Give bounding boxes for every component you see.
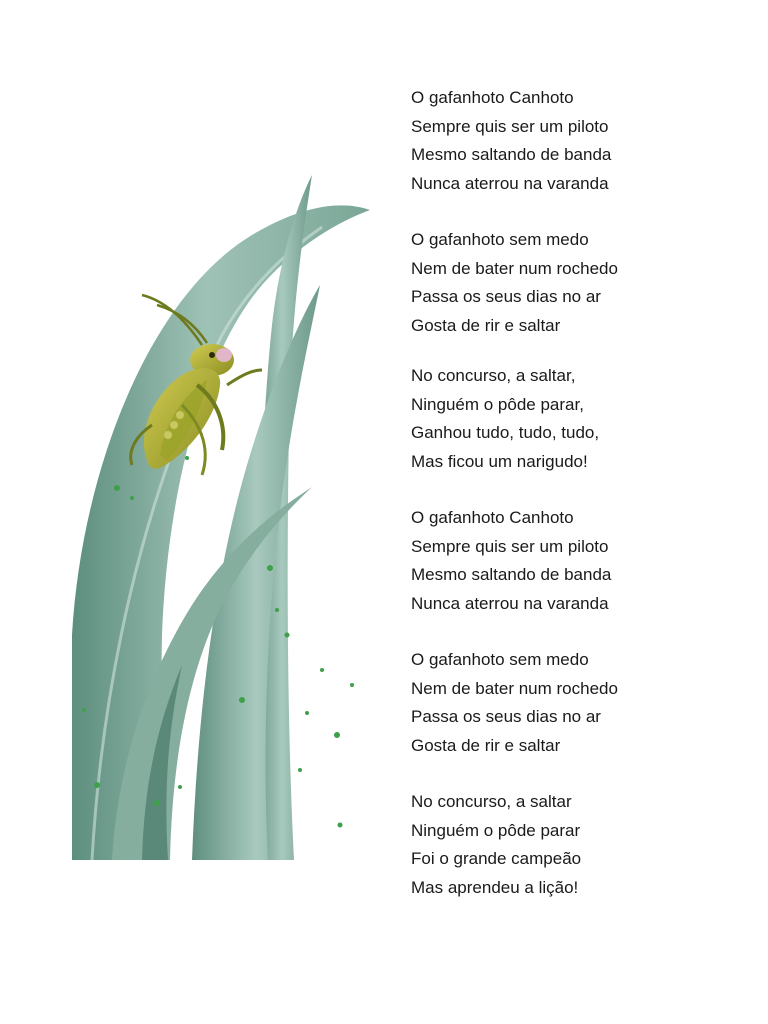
poem-line: O gafanhoto Canhoto xyxy=(411,508,574,527)
poem-line: Nunca aterrou na varanda xyxy=(411,173,609,193)
poem-line: O gafanhoto Canhoto xyxy=(411,88,574,107)
poem-line: O gafanhoto sem medo xyxy=(411,650,589,669)
poem-line: Sempre quis ser um piloto xyxy=(411,536,609,556)
grasshopper-illustration xyxy=(72,165,372,860)
poem-line: Gosta de rir e saltar xyxy=(411,315,561,335)
stanza-4 xyxy=(411,504,751,618)
poem-line: Mas aprendeu a lição! xyxy=(411,877,579,897)
poem-line: Ninguém o pôde parar xyxy=(411,820,581,840)
poem-line: O gafanhoto sem medo xyxy=(411,230,589,249)
poem-line: Passa os seus dias no ar xyxy=(411,287,601,306)
poem-line: Mesmo saltando de banda xyxy=(411,145,612,164)
poem-line: Sempre quis ser um piloto xyxy=(411,116,609,136)
poem-line: Mas ficou um narigudo! xyxy=(411,451,588,471)
poem-line: No concurso, a saltar, xyxy=(411,366,576,385)
poem-line: Ganhou tudo, tudo, tudo, xyxy=(411,423,600,442)
poem-line: No concurso, a saltar xyxy=(411,792,572,811)
stanza-1 xyxy=(411,84,751,198)
stanza-5 xyxy=(411,646,751,760)
poem-line: Passa os seus dias no ar xyxy=(411,707,601,726)
poem-line: Foi o grande campeão xyxy=(411,849,582,868)
grasshopper-grass-image xyxy=(72,165,372,860)
poem-line: Ninguém o pôde parar, xyxy=(411,394,584,414)
poem xyxy=(411,84,751,902)
poem-line: Nem de bater num rochedo xyxy=(411,678,618,698)
stanza-6 xyxy=(411,788,751,902)
poem-line: Nem de bater num rochedo xyxy=(411,258,618,278)
poem-line: Gosta de rir e saltar xyxy=(411,735,561,755)
poem-line: Mesmo saltando de banda xyxy=(411,565,612,584)
stanza-3 xyxy=(411,362,751,476)
poem-line: Nunca aterrou na varanda xyxy=(411,593,609,613)
stanza-2 xyxy=(411,226,751,340)
